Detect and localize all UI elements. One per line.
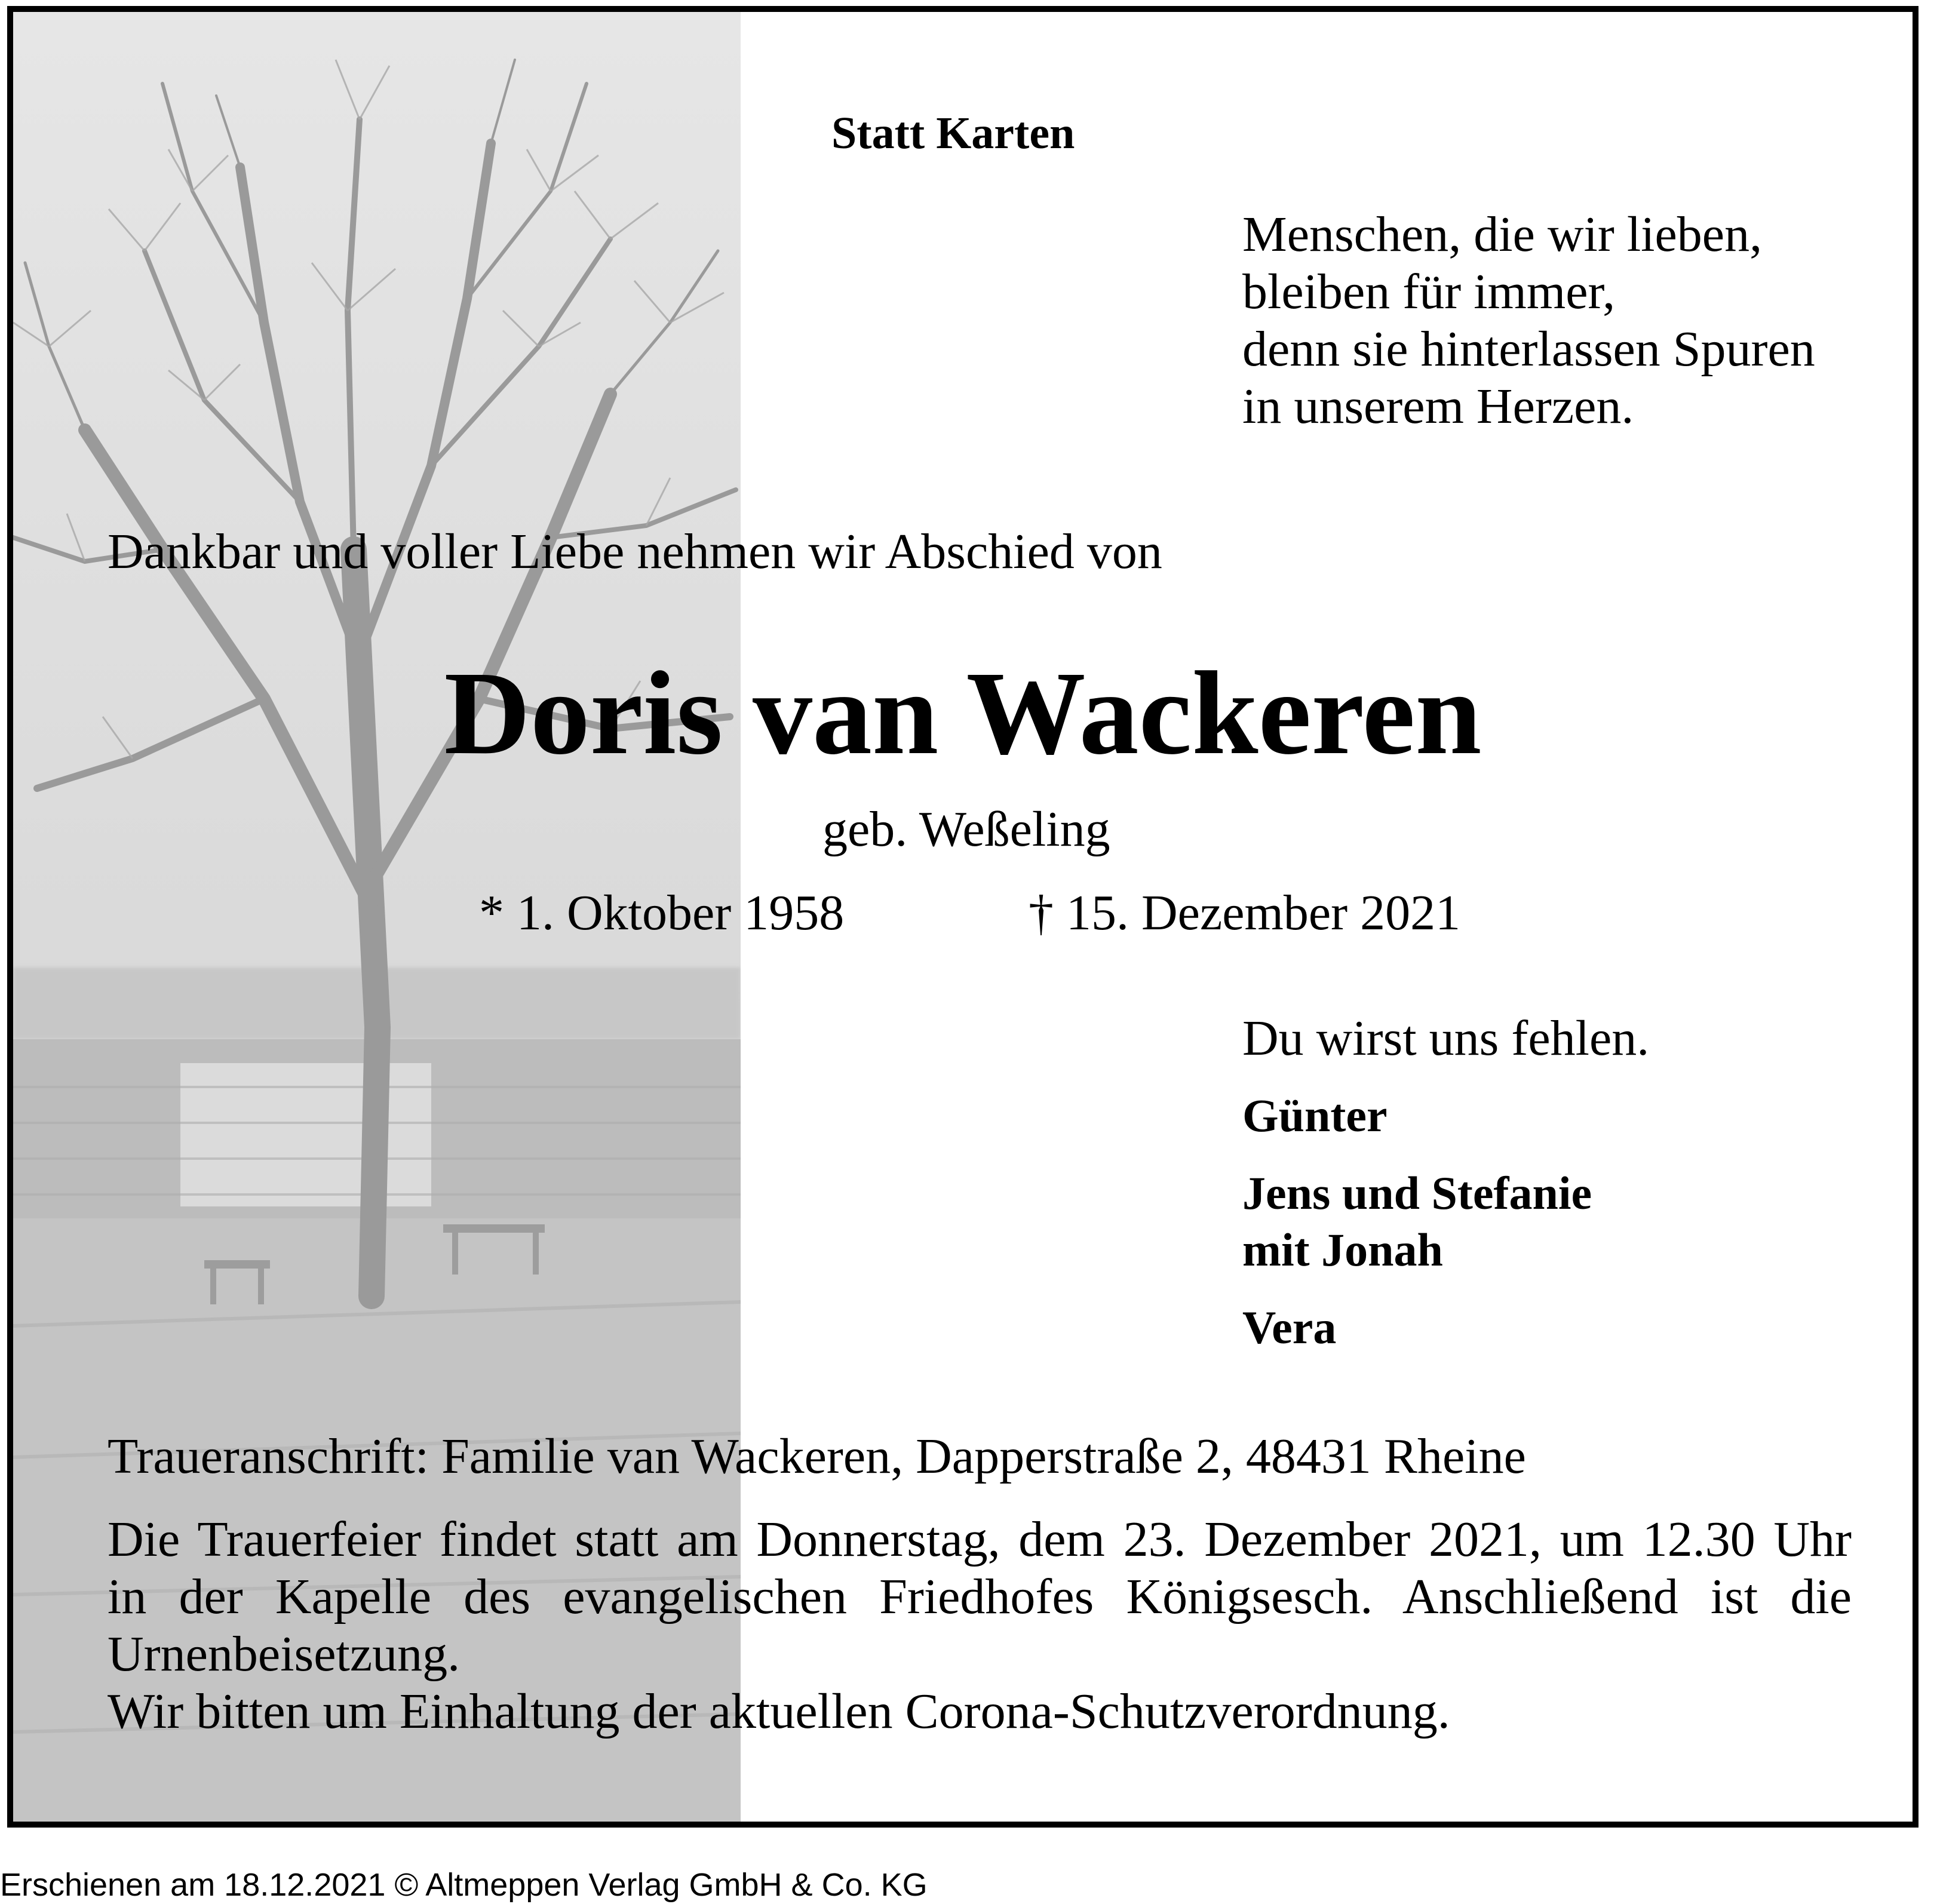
publication-footer: Erschienen am 18.12.2021 © Altmeppen Verlag GmbH & Co. KG [0,1867,928,1903]
poem-line: denn sie hinterlassen Spuren [1242,321,1815,377]
ceremony-line: Wir bitten um Einhaltung der aktuellen Corona-Schutzverordnung. [108,1684,1450,1739]
obituary-notice [7,6,1918,1828]
ceremony-info [108,1511,1852,1740]
farewell-text: Du wirst uns fehlen. [1242,1011,1650,1066]
poem [1242,206,1815,435]
poem-line: bleiben für immer, [1242,264,1616,320]
statt-karten-heading: Statt Karten [831,108,1075,158]
ceremony-line: Die Trauerfeier findet statt am Donnerstag, dem 23. Dezember 2021, um 12.30 Uhr [108,1512,1852,1567]
family-member: Günter [1242,1089,1388,1141]
birth-date: * 1. Oktober 1958 [479,885,845,941]
family-member: mit Jonah [1242,1224,1443,1276]
ceremony-line: in der Kapelle des evangelischen Friedhofes Königsesch. Anschließend ist die [108,1569,1852,1624]
poem-line: Menschen, die wir lieben, [1242,207,1763,262]
intro-text: Dankbar und voller Liebe nehmen wir Abschied von [108,524,1162,579]
ceremony-line: Urnenbeisetzung. [108,1626,461,1682]
family-member: Vera [1242,1301,1337,1353]
poem-line: in unserem Herzen. [1242,379,1634,434]
death-date: † 15. Dezember 2021 [1029,885,1461,941]
mourning-address: Traueranschrift: Familie van Wackeren, Dapperstraße 2, 48431 Rheine [108,1429,1526,1484]
deceased-name: Doris van Wackeren [444,647,1482,779]
birth-name: geb. Weßeling [822,801,1110,857]
family-member: Jens und Stefanie [1242,1167,1592,1219]
